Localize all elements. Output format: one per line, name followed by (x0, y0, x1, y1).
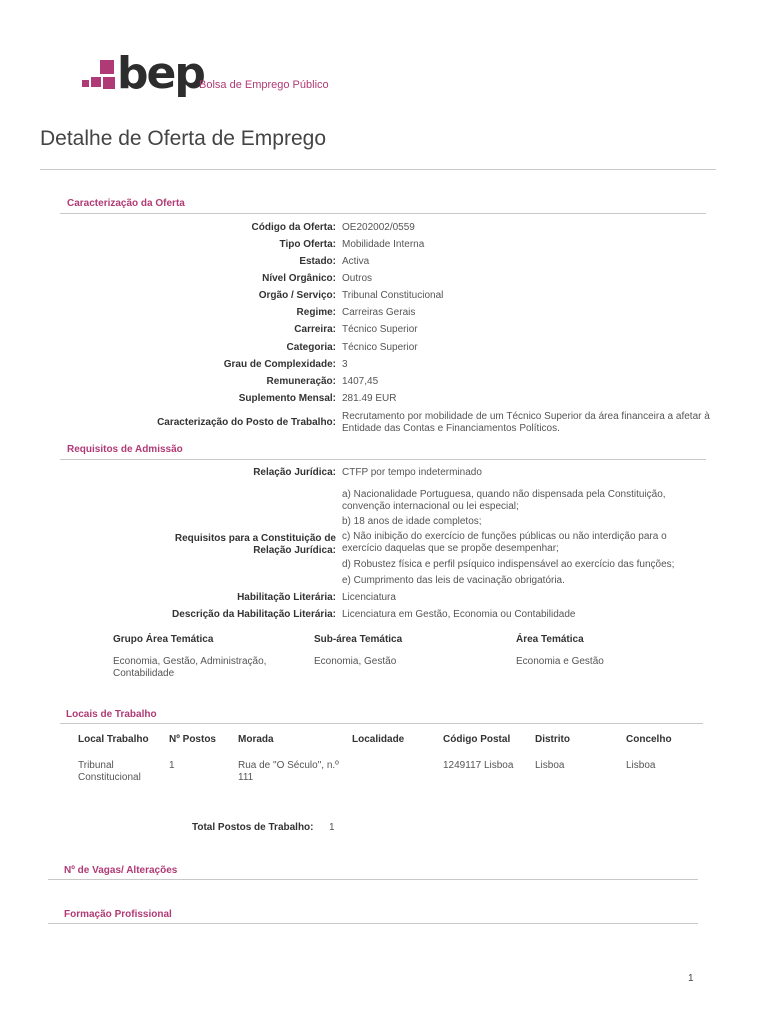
page-title: Detalhe de Oferta de Emprego (40, 127, 327, 150)
area-cell-subarea: Economia, Gestão (314, 656, 397, 667)
field-label-suplemento: Suplemento Mensal: (238, 393, 336, 404)
area-header-area: Área Temática (516, 634, 584, 645)
field-value-tipo: Mobilidade Interna (342, 239, 425, 250)
field-value-habilitacao: Licenciatura (342, 592, 396, 603)
locais-header-localidade: Localidade (352, 734, 405, 745)
logo-square-top (100, 60, 114, 74)
section-title-locais: Locais de Trabalho (66, 709, 157, 720)
logo-square-right (103, 77, 115, 89)
requisito-item-b: b) 18 anos de idade completos; (342, 516, 482, 527)
locais-header-distrito: Distrito (535, 734, 570, 745)
field-value-codigo: OE202002/0559 (342, 222, 415, 233)
title-divider (40, 169, 716, 170)
logo-square-mid (91, 77, 101, 87)
locais-header-concelho: Concelho (626, 734, 672, 745)
locais-cell-local: Tribunal Constitucional (78, 760, 141, 783)
area-cell-grupo: Economia, Gestão, Administração, Contabilidade (113, 656, 267, 679)
field-label-relacao: Relação Jurídica: (253, 467, 336, 478)
section-divider (60, 213, 706, 214)
section-title-vagas: Nº de Vagas/ Alterações (64, 865, 178, 876)
field-value-estado: Activa (342, 256, 370, 267)
locais-header-codigo: Código Postal (443, 734, 511, 745)
field-label-constituicao (175, 533, 336, 557)
total-postos-value: 1 (329, 822, 335, 833)
field-value-orgao: Tribunal Constitucional (342, 290, 444, 301)
field-label-orgao: Orgão / Serviço: (258, 290, 336, 301)
locais-header-local: Local Trabalho (78, 734, 149, 745)
requisito-item-e: e) Cumprimento das leis de vacinação obrigatória. (342, 575, 565, 586)
field-label-descricao: Descrição da Habilitação Literária: (172, 609, 336, 620)
field-label-posto: Caracterização do Posto de Trabalho: (157, 417, 336, 428)
area-header-subarea: Sub-área Temática (314, 634, 403, 645)
locais-header-morada: Morada (238, 734, 274, 745)
locais-cell-morada: Rua de "O Século", n.º 111 (238, 760, 339, 783)
requisito-item-c: c) Não inibição do exercício de funções públicas ou não interdição para o exercício daquelas que se propõe desempenhar; (342, 531, 667, 554)
locais-cell-concelho: Lisboa (626, 760, 656, 771)
field-label-codigo: Código da Oferta: (251, 222, 336, 233)
total-postos-label: Total Postos de Trabalho: (192, 822, 314, 833)
field-label-nivel: Nível Orgânico: (262, 273, 336, 284)
field-label-categoria: Categoria: (286, 342, 336, 353)
field-label-habilitacao: Habilitação Literária: (237, 592, 336, 603)
field-value-regime: Carreiras Gerais (342, 307, 416, 318)
locais-cell-distrito: Lisboa (535, 760, 565, 771)
requisito-item-a: a) Nacionalidade Portuguesa, quando não dispensada pela Constituição, convenção internacional ou lei especial; (342, 489, 666, 512)
section-title-requisitos: Requisitos de Admissão (67, 444, 183, 455)
logo-tagline: Bolsa de Emprego Público (199, 79, 329, 91)
logo-text: bep (117, 48, 204, 99)
section-title-formacao: Formação Profissional (64, 909, 172, 920)
field-value-remuneracao: 1407,45 (342, 376, 379, 387)
requisito-item-d: d) Robustez física e perfil psíquico indispensável ao exercício das funções; (342, 559, 675, 570)
field-label-remuneracao: Remuneração: (266, 376, 336, 387)
area-cell-area: Economia e Gestão (516, 656, 604, 667)
section-divider (48, 923, 698, 924)
page-number: 1 (688, 973, 694, 984)
locais-cell-codigo: 1249117 Lisboa (443, 760, 514, 771)
field-label-estado: Estado: (299, 256, 336, 267)
locais-header-postos: Nº Postos (169, 734, 216, 745)
field-value-relacao: CTFP por tempo indeterminado (342, 467, 482, 478)
field-value-carreira: Técnico Superior (342, 324, 418, 335)
field-value-suplemento: 281.49 EUR (342, 393, 397, 404)
field-value-descricao: Licenciatura em Gestão, Economia ou Contabilidade (342, 609, 576, 620)
field-label-tipo: Tipo Oferta: (279, 239, 336, 250)
field-value-posto: Recrutamento por mobilidade de um Técnico Superior da área financeira a afetar à Entidade das Contas e Financiamentos Políticos. (342, 411, 710, 434)
field-value-grau: 3 (342, 359, 348, 370)
area-header-grupo: Grupo Área Temática (113, 634, 214, 645)
field-value-nivel: Outros (342, 273, 373, 284)
field-label-carreira: Carreira: (294, 324, 336, 335)
field-value-categoria: Técnico Superior (342, 342, 418, 353)
field-label-regime: Regime: (296, 307, 336, 318)
section-divider (60, 459, 706, 460)
field-label-grau: Grau de Complexidade: (223, 359, 336, 370)
section-divider (60, 723, 703, 724)
field-label-constituicao-line1: Requisitos para a Constituição de (174, 533, 336, 544)
section-divider (48, 879, 698, 880)
locais-cell-postos: 1 (169, 760, 175, 771)
field-label-constituicao-line2: Relação Jurídica: (253, 545, 336, 556)
section-title-caracterizacao: Caracterização da Oferta (67, 198, 185, 209)
logo-square-small (82, 80, 89, 87)
